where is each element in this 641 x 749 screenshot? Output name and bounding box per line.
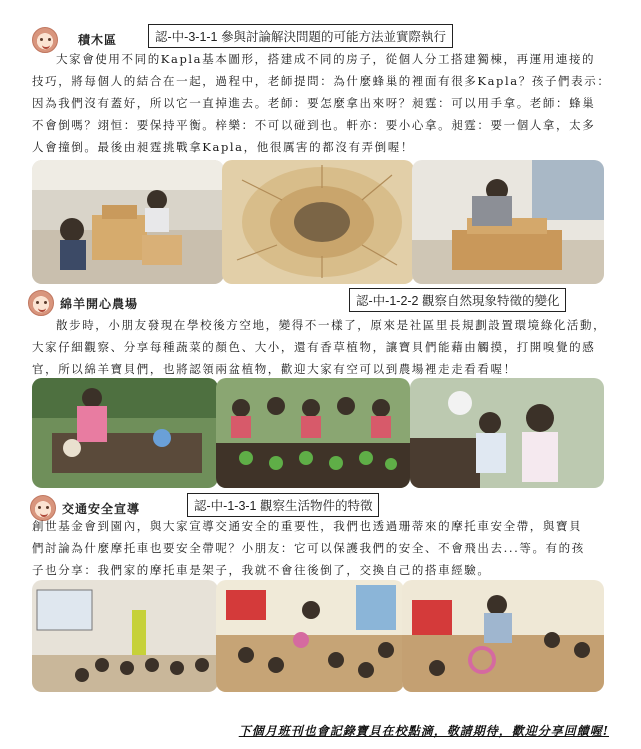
photo-kapla-beehive [222,160,414,284]
section-title-blocks: 積木區 [78,33,118,47]
section-paragraph [32,48,622,158]
section-sheep-farm [0,288,641,493]
learning-indicator-tag: 認-中-3-1-1 參與討論解決問題的可能方法並實際執行 [148,24,453,48]
learning-indicator-tag: 認-中-1-3-1 觀察生活物件的特徵 [187,493,379,517]
paragraph-line: 大家仔細觀察、分享每種蔬菜的顏色、大小，還有香草植物，讓寶貝們能藉由觸摸，打開嗅覺的感 [32,340,596,354]
section-title-traffic: 交通安全宣導 [62,502,141,516]
photo-child-removing-kapla [412,160,604,284]
paragraph-line: 大家會使用不同的Kapla基本圖形，搭建成不同的房子，從個人分工搭建獨棟，再運用連接的 [56,52,596,66]
paragraph-line: 們討論為什麼摩托車也要安全帶呢？小朋友：它可以保護我們的安全、不會飛出去...等。有的孩 [32,541,585,555]
paragraph-line: 子也分享：我們家的摩托車是架子，我就不會往後倒了，交換自己的搭車經驗。 [32,563,491,577]
section-traffic-safety [0,493,641,749]
photo-children-with-masks [410,378,604,488]
photo-safety-presentation [32,580,218,692]
learning-indicator-tag: 認-中-1-2-2 觀察自然現象特徵的變化 [349,288,566,312]
paragraph-line: 因為我們沒有蓋好，所以它一直掉進去。老師：要怎麼拿出來呀？昶霆：可以用手拿。老師：蜂巢 [32,96,596,110]
section-title-farm: 綿羊開心農場 [60,297,139,311]
section-block-area [0,0,641,290]
section-paragraph [32,314,622,380]
photo-teacher-at-planter [32,378,218,488]
footer-note: 下個月班刊也會記錄寶貝在校點滴，敬請期待，歡迎分享回饋喔! [238,724,609,738]
paragraph-line: 官，所以綿羊寶貝們，也將認領兩盆植物，歡迎大家有空可以到農場裡走走看看喔！ [32,362,517,376]
sheep-face-icon [28,290,54,316]
photo-kids-around-vegetable-bed [216,378,410,488]
paragraph-line: 散步時，小朋友發現在學校後方空地，變得不一樣了，原來是社區里長規劃設置環境綠化活動， [56,318,607,332]
paragraph-line: 不會倒嗎？翊恒：要保持平衡。梓樂：不可以碰到也。軒亦：要小心拿。昶霆：要一個人拿，太多 [32,118,596,132]
paragraph-line: 技巧，將每個人的結合在一起，過程中，老師提問：為什麼蜂巢的裡面有很多Kapla？孩子們表示： [32,74,611,88]
paragraph-line: 創世基金會到園內，與大家宣導交通安全的重要性，我們也透過珊蒂來的摩托車安全帶，與寶貝 [32,519,583,533]
paragraph-line: 人會撞倒。最後由昶霆挑戰拿Kapla，他很厲害的都沒有弄倒喔！ [32,140,414,154]
section-paragraph [32,515,622,581]
photo-child-on-motorcycle [402,580,604,692]
photo-kids-building-blocks [32,160,224,284]
photo-motorcycle-seat-belt-demo [216,580,404,692]
